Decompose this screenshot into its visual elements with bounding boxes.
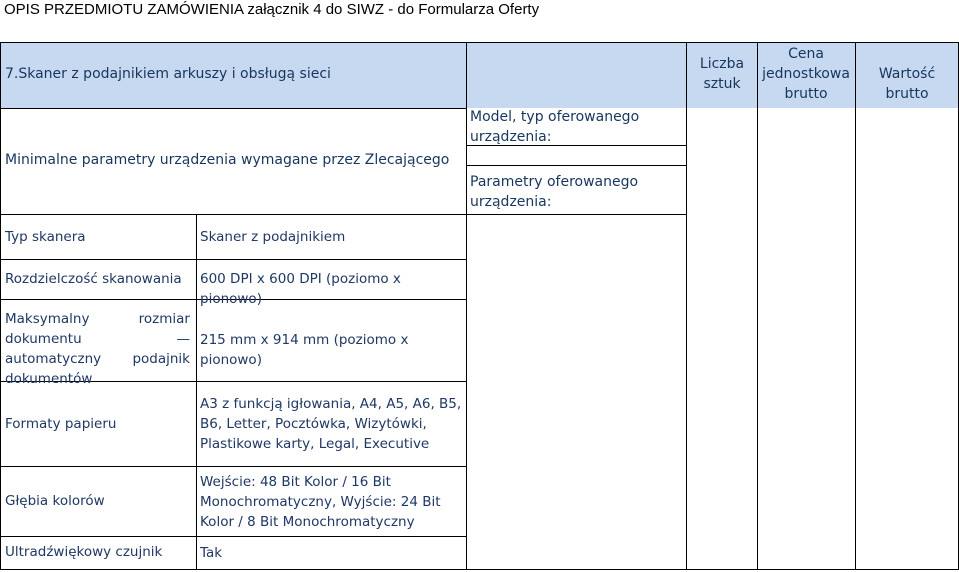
grid-line [0, 108, 466, 109]
grid-line [0, 569, 959, 570]
grid-line [0, 259, 466, 260]
document-title: OPIS PRZEDMIOTU ZAMÓWIENIA załącznik 4 do SIWZ - do Formularza Oferty [4, 1, 540, 18]
grid-line [855, 42, 856, 570]
col-unit-price-header: Cena jednostkowa brutto [762, 46, 850, 102]
grid-line [0, 536, 466, 537]
param-name: Maksymalny rozmiar dokumentu — automatyczny podajnik dokumentów [5, 311, 190, 387]
model-label: Model, typ oferowanego urządzenia: [470, 109, 640, 145]
param-value: 600 DPI x 600 DPI (poziomo x pionowo) [200, 271, 401, 307]
grid-line [0, 42, 1, 570]
grid-line [757, 42, 758, 570]
param-value: Wejście: 48 Bit Kolor / 16 Bit Monochromatyczny, Wyjście: 24 Bit Kolor / 8 Bit Monochromatyczny [200, 474, 441, 530]
param-value: Tak [200, 545, 223, 561]
param-name: Głębia kolorów [5, 493, 105, 509]
grid-line [686, 42, 687, 570]
grid-line [0, 214, 686, 215]
param-name: Typ skanera [5, 229, 86, 245]
offered-params-label: Parametry oferowanego urządzenia: [470, 174, 639, 210]
section-heading: 7.Skaner z podajnikiem arkuszy i obsługą sieci [5, 66, 331, 82]
grid-line [0, 466, 466, 467]
param-name: Formaty papieru [5, 416, 117, 432]
param-name: Ultradźwiękowy czujnik [5, 544, 163, 560]
col-quantity-header: Liczba sztuk [699, 56, 745, 92]
grid-line [466, 165, 686, 166]
grid-line [466, 42, 467, 570]
param-value: Skaner z podajnikiem [200, 229, 346, 245]
col-total-header: Wartość brutto [878, 66, 936, 102]
grid-line [0, 42, 959, 43]
param-name: Rozdzielczość skanowania [5, 271, 182, 287]
min-params-label: Minimalne parametry urządzenia wymagane przez Zlecającego [5, 152, 450, 168]
param-value: A3 z funkcją igłowania, A4, A5, A6, B5, B6, Letter, Pocztówka, Wizytówki, Plastikowe karty, Legal, Executive [200, 396, 462, 452]
grid-line [196, 214, 197, 570]
param-value: 215 mm x 914 mm (poziomo x pionowo) [200, 332, 409, 368]
